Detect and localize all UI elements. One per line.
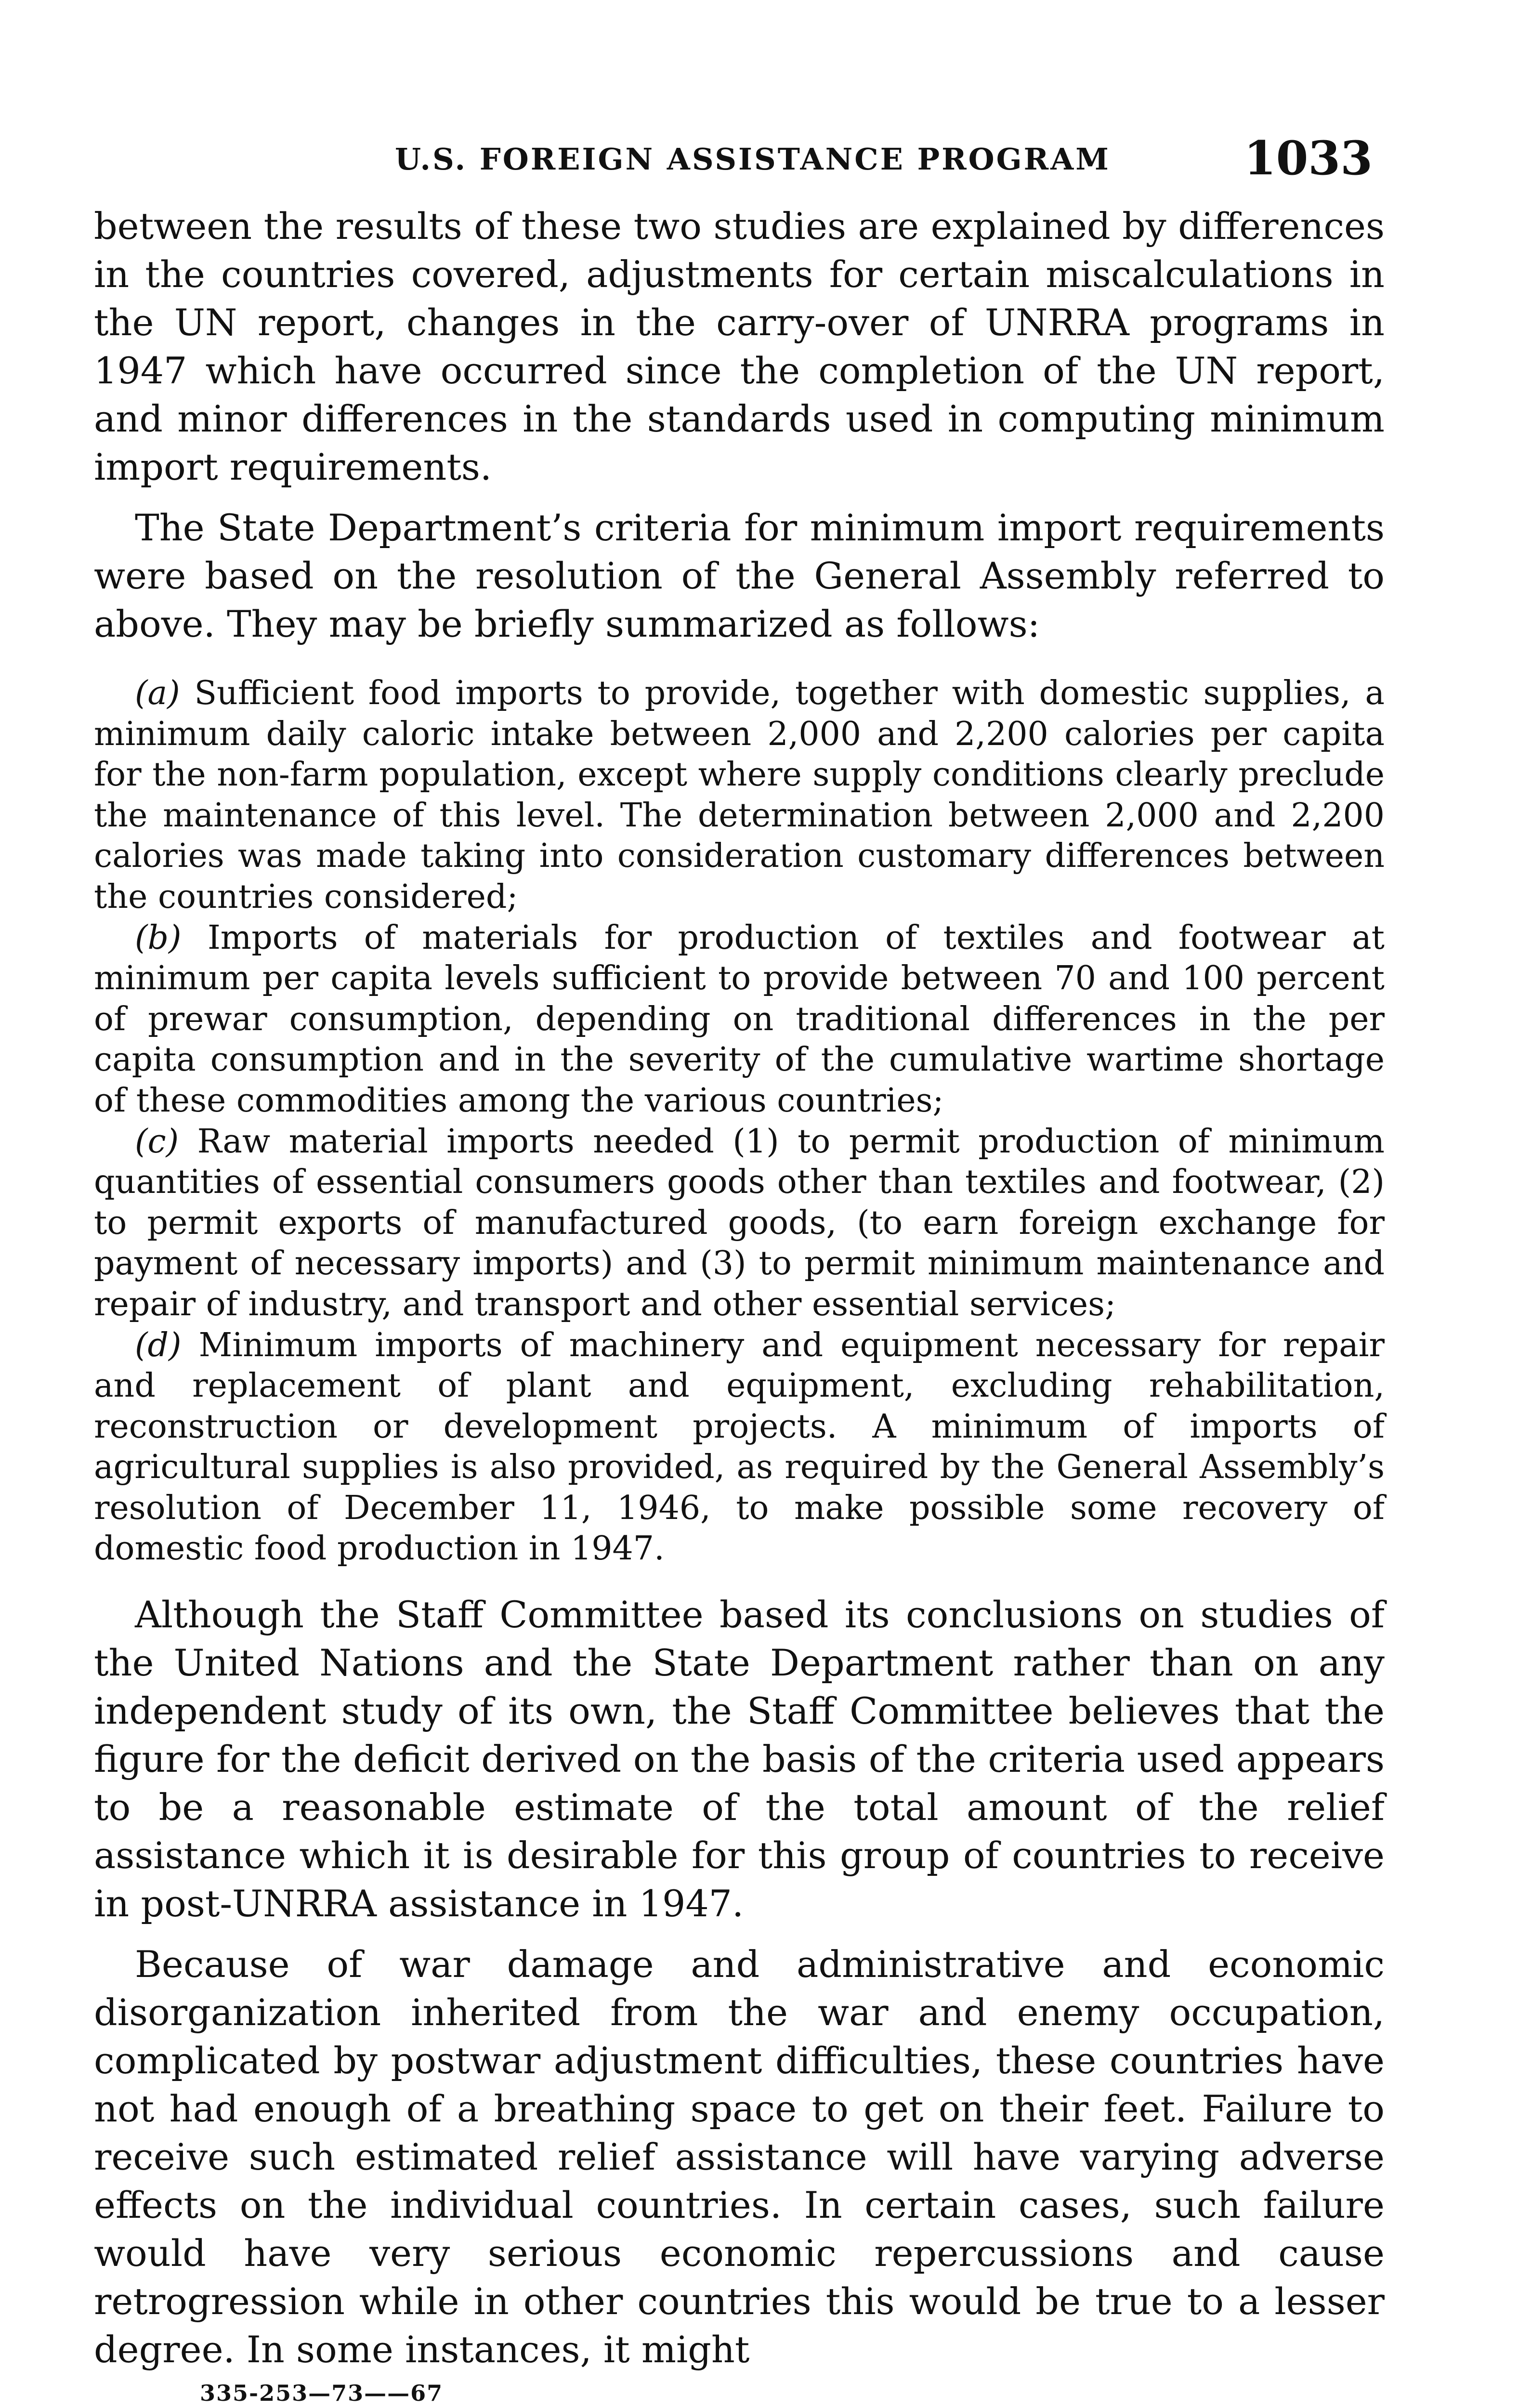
paragraph-criteria-intro: The State Department’s criteria for minimum import requirements were based on the resolution of the General Assembly referred to above. They may be briefly summarized as follows: xyxy=(94,506,1385,645)
paragraph-staff-committee: Although the Staff Committee based its conclusions on studies of the United Nations and the State Department rather than on any independent study of its own, the Staff Committee believes that the figure for the deficit derived on the basis of the criteria used appears to be a reasonable estimate of the total amount of the relief assistance which it is desirable for this group of countries to receive in post-UNRRA assistance in 1947. xyxy=(94,1593,1385,1925)
criteria-text: Raw material imports needed (1) to permit production of minimum quantities of essential consumers goods other than textiles and footwear, (2) to permit exports of manufactured goods, (to earn foreign exchange for payment of necessary imports) and (3) to permit minimum maintenance and repair of industry, and transport and other essential services; xyxy=(94,1122,1385,1323)
page-body xyxy=(94,202,1385,2386)
criteria-letter: (a) xyxy=(135,674,180,712)
page-number: 1033 xyxy=(1243,131,1373,185)
criteria-letter: (c) xyxy=(135,1122,179,1161)
criteria-item-b xyxy=(94,918,1385,1122)
criteria-letter: (b) xyxy=(135,918,182,957)
paragraph-war-damage: Because of war damage and administrative and economic disorganization inherited from the war and enemy occupation, complicated by postwar adjustment difficulties, these countries have not had enough of a breathing space to get on their feet. Failure to receive such estimated relief assistance will have varying adverse effects on the individual countries. In certain cases, such failure would have very serious economic repercussions and cause retrogression while in other countries this would be true to a lesser degree. In some instances, it might xyxy=(94,1943,1385,2371)
criteria-text: Imports of materials for production of textiles and footwear at minimum per capita levels sufficient to provide between 70 and 100 percent of prewar consumption, depending on traditional differences in the per capita consumption and in the severity of the cumulative wartime shortage of these commodities among the various countries; xyxy=(94,918,1385,1120)
criteria-item-c xyxy=(94,1122,1385,1325)
criteria-item-d xyxy=(94,1325,1385,1570)
criteria-text: Sufficient food imports to provide, together with domestic supplies, a minimum daily caloric intake between 2,000 and 2,200 calories per capita for the non-farm population, except where supply conditions clearly preclude the maintenance of this level. The determination between 2,000 and 2,200 calories was made taking into consideration customary differences between the countries considered; xyxy=(94,674,1385,916)
criteria-letter: (d) xyxy=(135,1326,182,1364)
page-header xyxy=(96,131,1377,184)
running-head: U.S. FOREIGN ASSISTANCE PROGRAM xyxy=(395,142,1111,177)
print-code: 335-253—73——67 xyxy=(200,2380,444,2406)
criteria-item-a xyxy=(94,673,1385,918)
criteria-text: Minimum imports of machinery and equipment necessary for repair and replacement of plant and equipment, excluding rehabilitation, reconstruction or development projects. A minimum of imports of agricultural supplies is also provided, as required by the General Assembly’s resolution of December 11, 1946, to make possible some recovery of domestic food production in 1947. xyxy=(94,1326,1385,1568)
paragraph-continuation: between the results of these two studies are explained by differences in the countries covered, adjustments for certain miscalculations in the UN report, changes in the carry-over of UNRRA programs in 1947 which have occurred since the completion of the UN report, and minor differences in the standards used in computing minimum import requirements. xyxy=(94,205,1385,488)
criteria-list xyxy=(94,673,1385,1570)
